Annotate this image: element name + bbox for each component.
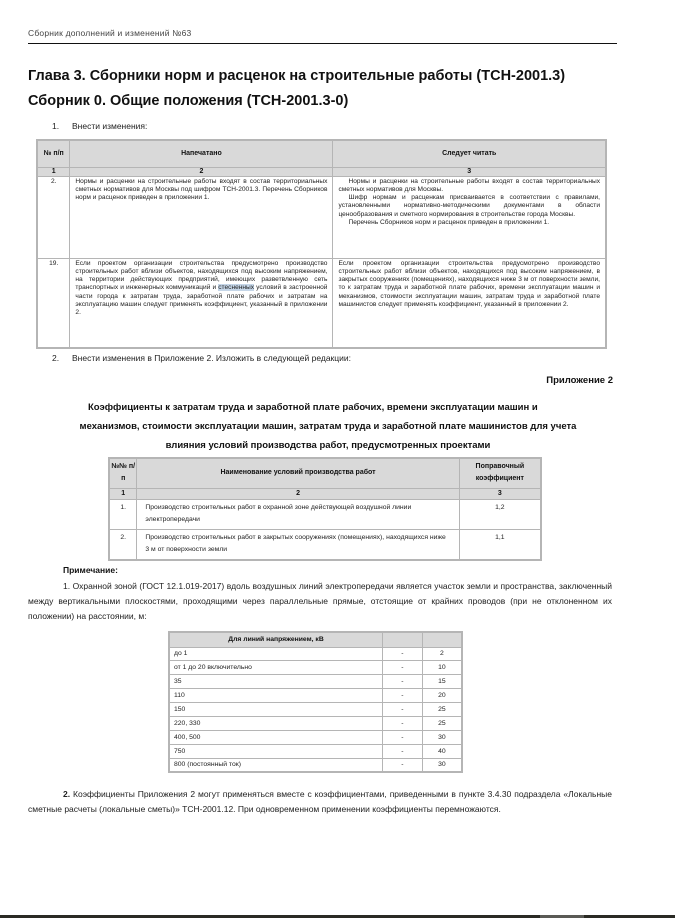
col-number: 1	[37, 167, 70, 176]
read-as-cell: Если проектом организации строительства предусмотрено производство строительных работ вблизи объектов, находящихся под высоким напряжением, в закрытых сооружениях (помещениях), находящихся ниже 3 м от поверхности земли, то к затратам труда и заработной плате рабочих, времени эксплуатации машин и механизмов, стоимости эксплуатации машин, затратам труда и заработной плате машинистов следует применять коэффициент, указанный в приложении 2.	[333, 258, 606, 348]
col-number: 3	[459, 488, 541, 499]
col-number: 2	[70, 167, 333, 176]
col-number: 3	[333, 167, 606, 176]
table-row: 220, 330 - 25	[169, 716, 462, 730]
col-number: 1	[109, 488, 137, 499]
list-number: 1.	[52, 121, 60, 131]
chapter-title: Глава 3. Сборники норм и расценок на строительные работы (ТСН-2001.3)	[28, 68, 566, 84]
voltage-table	[168, 631, 463, 773]
condition-name: Производство строительных работ в охранной зоне действующей воздушной линии электропередачи	[137, 499, 459, 529]
table-row: 110 - 20	[169, 689, 462, 703]
selected-text[interactable]: стесненных	[218, 284, 255, 292]
table-row	[37, 176, 606, 258]
table-row: 750 - 40	[169, 744, 462, 758]
header-num: № п/п	[37, 140, 70, 167]
running-header: Сборник дополнений и изменений №63	[28, 28, 617, 44]
printed-cell: Нормы и расценки на строительные работы входят в состав территориальных сметных нормативов для Москвы под шифром ТСН-2001.3. Перечень Сборников норм и расценок приведен в приложении 1.	[70, 176, 333, 258]
table-row: до 1 - 2	[169, 647, 462, 661]
table-row	[109, 529, 541, 560]
table-row: 400, 500 - 30	[169, 730, 462, 744]
header-name: Наименование условий производства работ	[137, 458, 459, 488]
table-row: 35 - 15	[169, 675, 462, 689]
note-paragraph-2: 2. Коэффициенты Приложения 2 могут применяться вместе с коэффициентами, приведенными в пункте 3.4.30 подраздела «Локальные сметные расчеты (локальные сметы)» ТСН-2001.12. При одновременном применении коэффициенты перемножаются.	[28, 789, 612, 814]
condition-name: Производство строительных работ в закрытых сооружениях (помещениях), находящихся ниже 3 м от поверхности земли	[137, 529, 459, 560]
header-empty	[422, 632, 462, 647]
header-num: №№ п/п	[109, 458, 137, 488]
header-voltage: Для линий напряжением, кВ	[169, 632, 382, 647]
list-text: Внести изменения в Приложение 2. Изложить в следующей редакции:	[72, 353, 351, 363]
changes-table	[36, 139, 607, 349]
row-num: 19.	[37, 258, 70, 348]
appendix-label: Приложение 2	[546, 375, 613, 386]
collection-title: Сборник 0. Общие положения (ТСН-2001.3-0)	[28, 93, 349, 109]
list-text: Внести изменения:	[72, 121, 148, 131]
header-printed: Напечатано	[70, 140, 333, 167]
table-row: 800 (постоянный ток) - 30	[169, 758, 462, 772]
header-read-as: Следует читать	[333, 140, 606, 167]
table-row: 150 - 25	[169, 703, 462, 717]
coefficient-value: 1,1	[459, 529, 541, 560]
header-empty	[382, 632, 422, 647]
row-num: 2.	[109, 529, 137, 560]
col-number: 2	[137, 488, 459, 499]
note-paragraph-1: 1. Охранной зоной (ГОСТ 12.1.019-2017) вдоль воздушных линий электропередачи является участок земли и пространства, заключенный между вертикальными плоскостями, проходящими через параллельные прямые, отстоящие от крайних проводов (при не отклоненном их положении) на расстоянии, м:	[28, 581, 612, 621]
appendix-title: Коэффициенты к затратам труда и заработной плате рабочих, времени эксплуатации машин и механизмов, стоимости эксплуатации машин, затратам труда и заработной плате машинистов для учета влияния условий производства работ, предусмотренных проектами	[79, 402, 577, 451]
row-num: 2.	[37, 176, 70, 258]
table-row	[109, 499, 541, 529]
list-number: 2.	[52, 353, 60, 363]
coefficient-value: 1,2	[459, 499, 541, 529]
row-num: 1.	[109, 499, 137, 529]
header-coef: Поправочный коэффициент	[459, 458, 541, 488]
list-item-1	[52, 121, 147, 131]
list-item-2	[52, 353, 351, 363]
table-row: от 1 до 20 включительно - 10	[169, 661, 462, 675]
coefficient-table	[108, 457, 542, 561]
read-as-cell: Нормы и расценки на строительные работы входят в состав территориальных сметных нормативов для Москвы. Шифр нормам и расценкам присваивается в соответствии с правилами, установленными нормативно-методическими документами в области ценообразования и сметного нормирования в строительстве города Москвы. Перечень Сборников норм и расценок приведен в приложении 1.	[333, 176, 606, 258]
table-row	[37, 258, 606, 348]
note-heading: Примечание:	[63, 565, 118, 575]
printed-cell: Если проектом организации строительства предусмотрено производство строительных работ вблизи объектов, находящихся под высоким напряжением, на территории действующих предприятий, имеющих разветвленную сеть транспортных и инженерных коммуникаций и стесненных условий в застроенной части города к затратам труда, заработной плате рабочих и затратам на эксплуатацию машин следует применять коэффициент, указанный в приложении 2.	[70, 258, 333, 348]
